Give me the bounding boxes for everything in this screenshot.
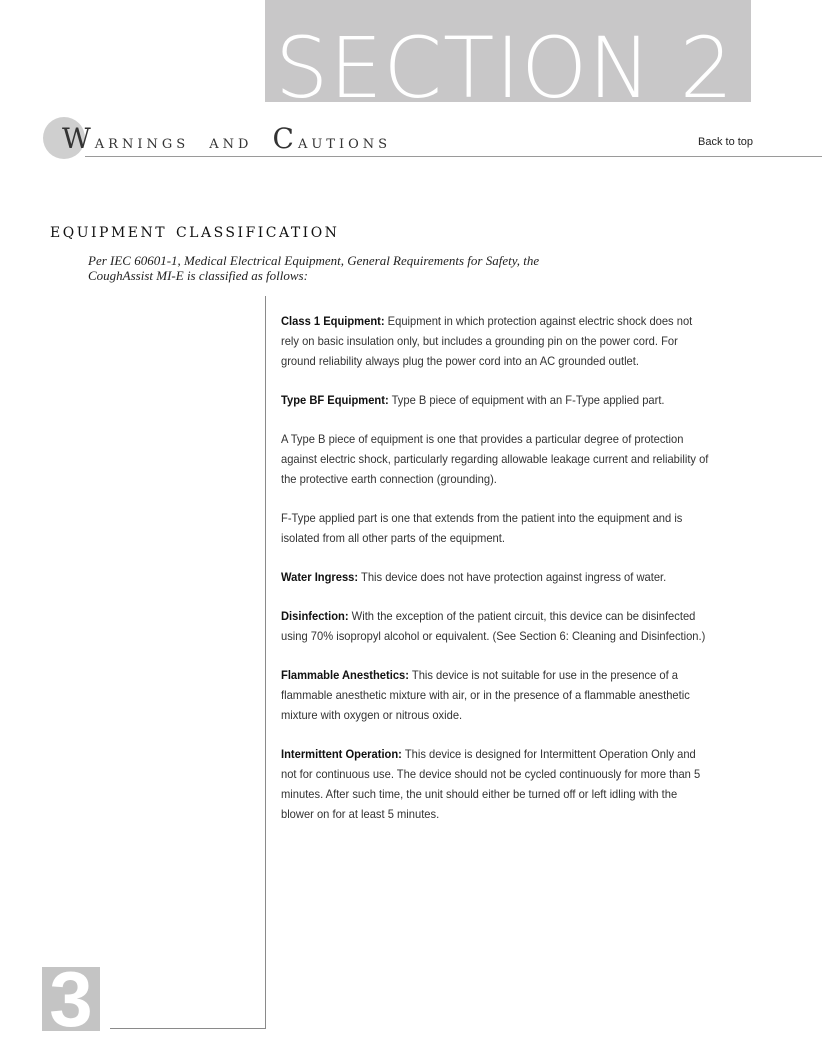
paragraph-f-type bbox=[281, 508, 709, 548]
paragraph-text: This device is not suitable for use in the presence of a flammable anesthetic mixture with air, or in the presence of a flammable anesthetic mixture with oxygen or nitrous oxide. bbox=[281, 668, 690, 722]
column-divider bbox=[265, 296, 266, 1028]
chapter-title-word-3: autions bbox=[297, 131, 392, 153]
paragraph-water-ingress bbox=[281, 567, 709, 587]
section-banner bbox=[265, 0, 751, 102]
paragraph-flammable-anesthetics bbox=[281, 665, 709, 725]
chapter-title-word-1: arnings bbox=[94, 131, 190, 153]
chapter-title-word-2: and bbox=[209, 131, 253, 153]
page-number: 3 bbox=[42, 967, 100, 1031]
paragraph-label: Disinfection: bbox=[281, 609, 349, 623]
paragraph-text: Equipment in which protection against electric shock does not rely on basic insulation only, but includes a grounding pin on the power cord. For ground reliability always plug the power cord into an AC grounded outlet. bbox=[281, 314, 693, 368]
section-label: SECTION 2 bbox=[275, 19, 735, 102]
chapter-title-initial-3: C bbox=[272, 122, 298, 155]
paragraph-label: Class 1 Equipment: bbox=[281, 314, 385, 328]
paragraph-text: A Type B piece of equipment is one that provides a particular degree of protection against electric shock, particularly regarding allowable leakage current and reliability of the protective earth connection (grounding). bbox=[281, 432, 709, 486]
paragraph-text: Type B piece of equipment with an F-Type applied part. bbox=[388, 393, 665, 407]
paragraph-label: Flammable Anesthetics: bbox=[281, 668, 409, 682]
paragraph-text: This device does not have protection against ingress of water. bbox=[358, 570, 667, 584]
paragraph-text: F-Type applied part is one that extends from the patient into the equipment and is isolated from all other parts of the equipment. bbox=[281, 511, 683, 545]
header-divider bbox=[85, 156, 822, 157]
paragraph-intermittent-operation bbox=[281, 744, 709, 824]
paragraph-disinfection bbox=[281, 606, 709, 646]
intro-text: Per IEC 60601-1, Medical Electrical Equipment, General Requirements for Safety, the CoughAssist MI-E is classified as follows: bbox=[88, 253, 540, 283]
chapter-title bbox=[62, 124, 391, 157]
paragraph-label: Type BF Equipment: bbox=[281, 393, 389, 407]
footer-divider bbox=[110, 1028, 266, 1029]
paragraph-label: Intermittent Operation: bbox=[281, 747, 402, 761]
classification-list bbox=[281, 311, 709, 843]
paragraph-class-1 bbox=[281, 311, 709, 371]
paragraph-text: With the exception of the patient circuit, this device can be disinfected using 70% isopropyl alcohol or equivalent. (See Section 6: Cleaning and Disinfection.) bbox=[281, 609, 706, 643]
paragraph-type-b bbox=[281, 429, 709, 489]
paragraph-label: Water Ingress: bbox=[281, 570, 359, 584]
back-to-top-link[interactable]: Back to top bbox=[698, 136, 754, 148]
paragraph-text: This device is designed for Intermittent Operation Only and not for continuous use. The device should not be cycled continuously for more than 5 minutes. After such time, the unit should either be turned off or left idling with the blower on for at least 5 minutes. bbox=[281, 747, 701, 821]
chapter-title-initial-1: W bbox=[62, 122, 95, 155]
section-heading: equipment classification bbox=[50, 218, 340, 242]
paragraph-type-bf bbox=[281, 390, 709, 410]
